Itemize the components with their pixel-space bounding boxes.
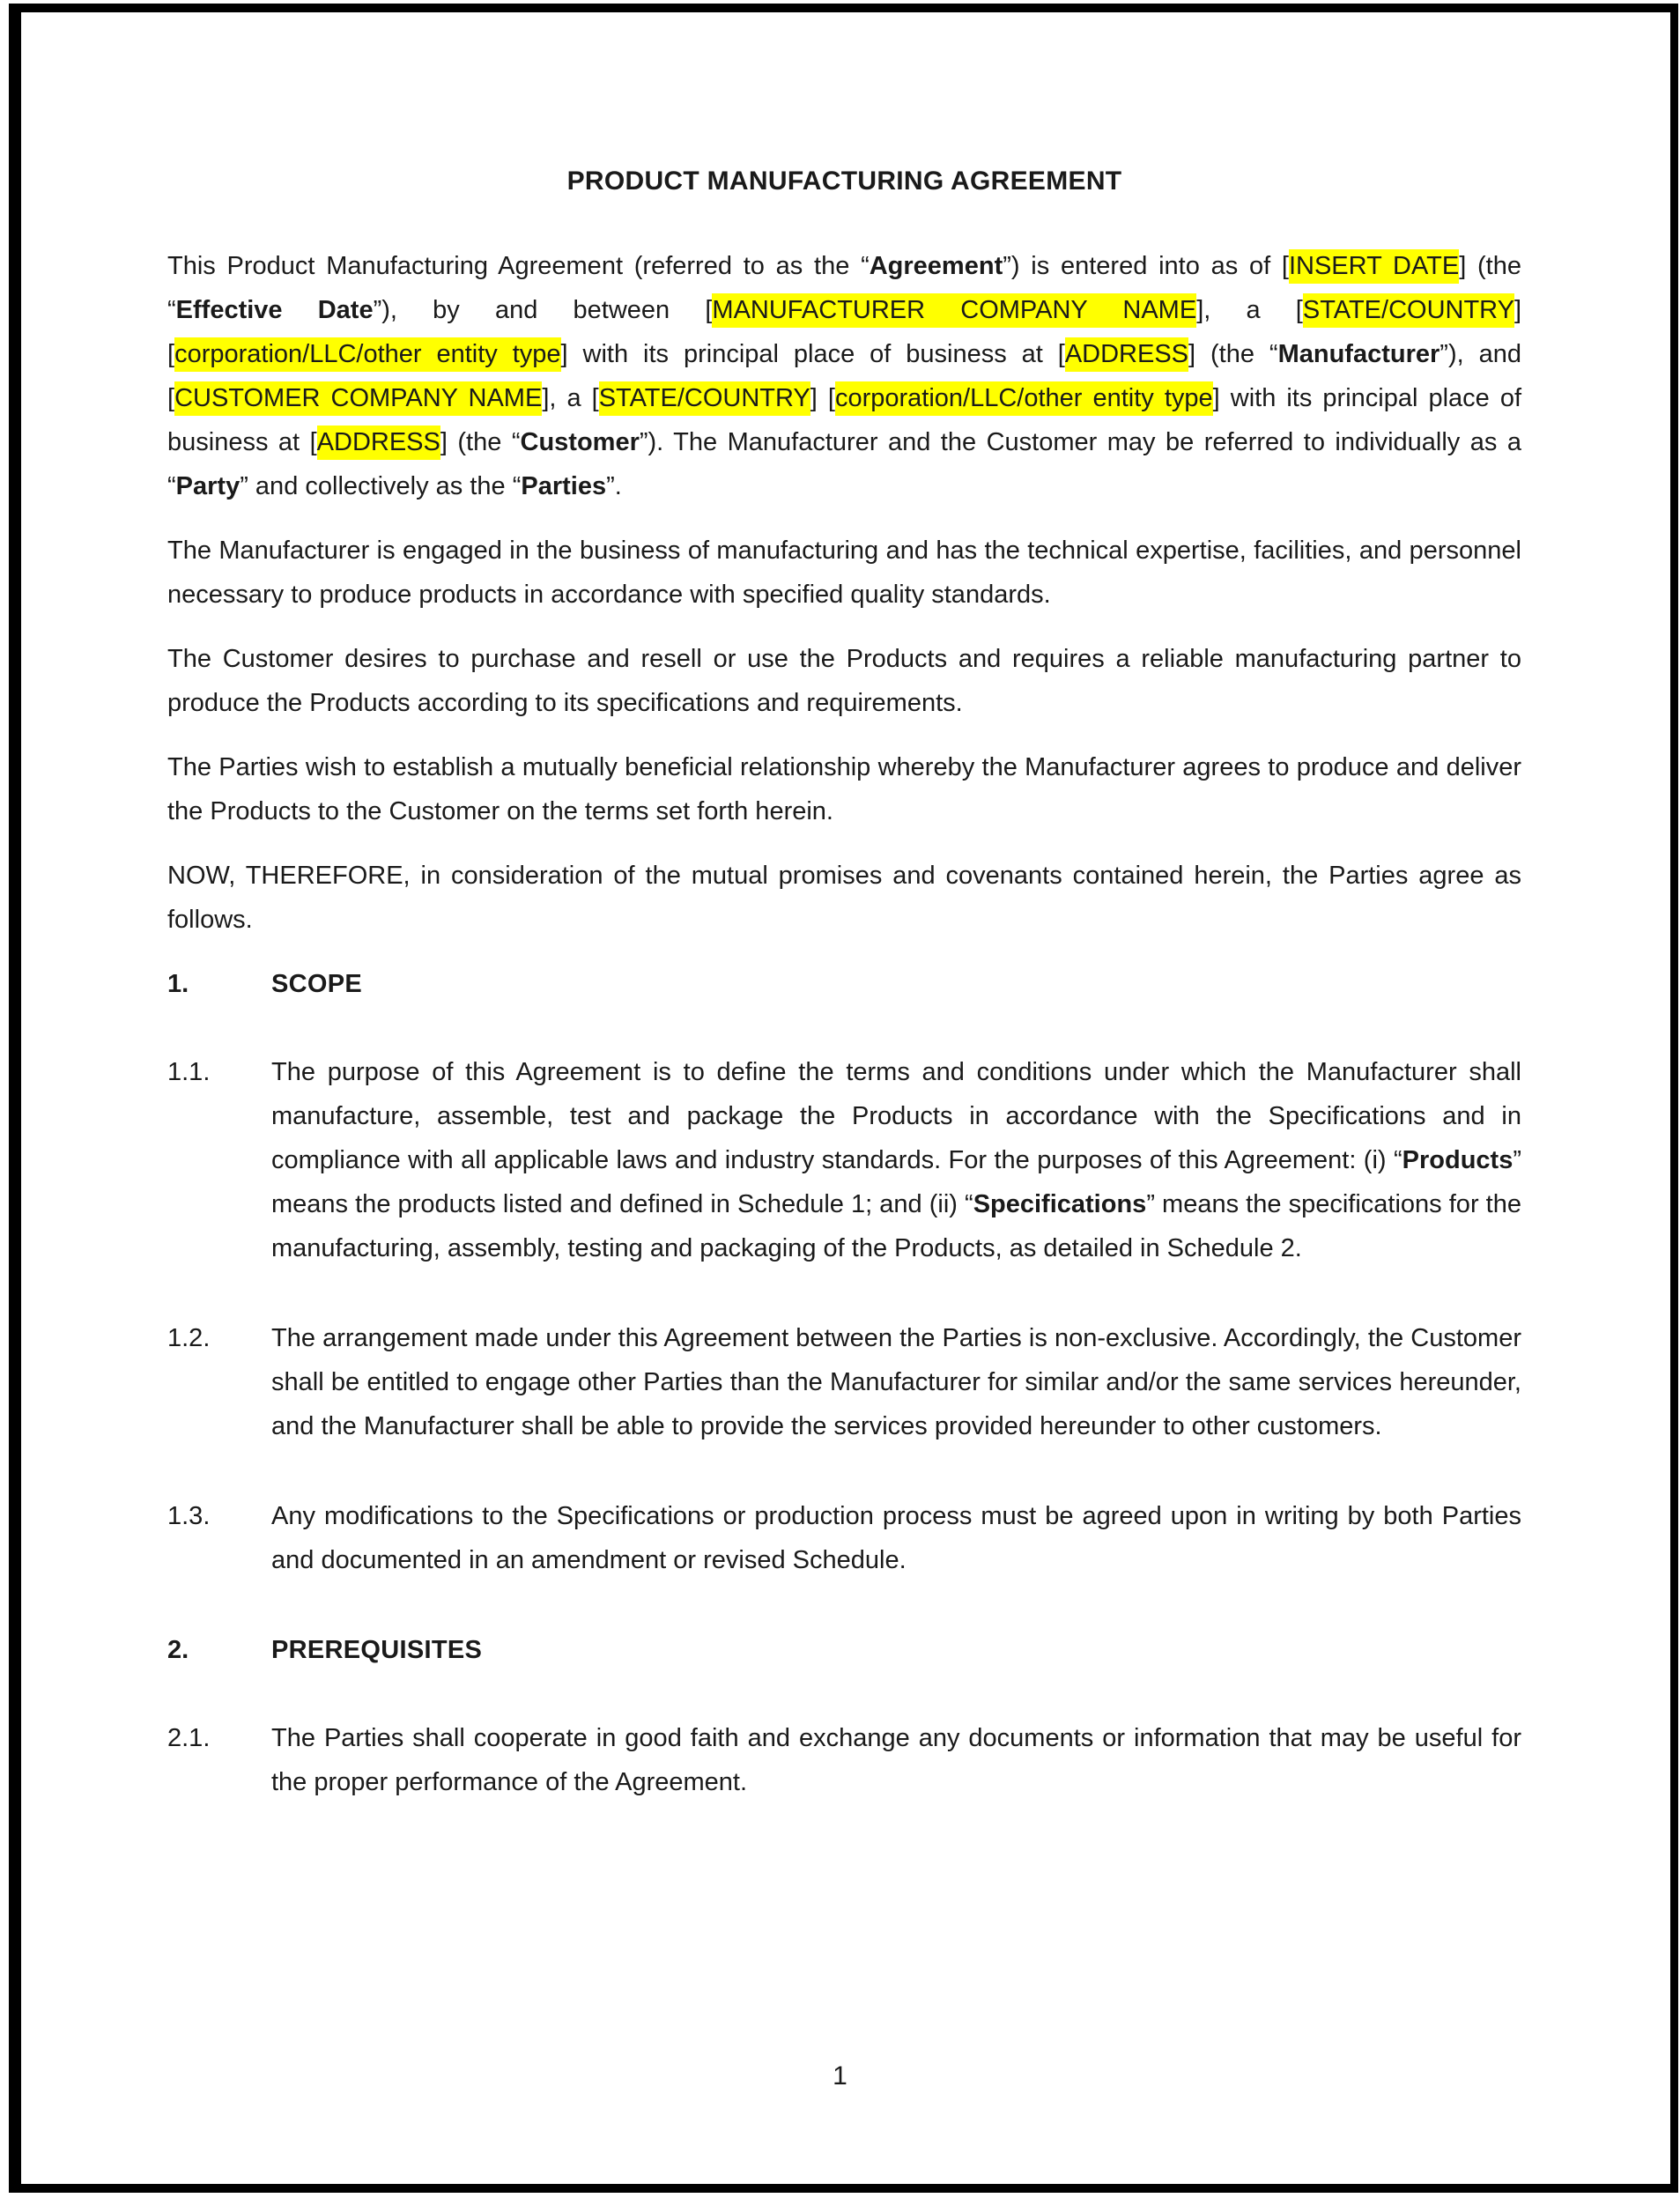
clause-number: 1.2. (167, 1324, 211, 1352)
clause-text (271, 1316, 1521, 1448)
clause-number: 1.1. (167, 1058, 211, 1086)
text-run: ] (the “ (440, 428, 521, 456)
section-number: 2. (167, 1636, 189, 1664)
clause-text (271, 1716, 1521, 1804)
paragraph (167, 244, 1521, 508)
section-label: SCOPE (271, 970, 363, 998)
placeholder-highlight: corporation/LLC/other entity type (835, 381, 1213, 416)
numbered-clause (167, 1716, 1521, 1804)
text-run: ] (the “ (167, 252, 1521, 324)
defined-term: Party (175, 472, 241, 500)
numbered-clause (167, 1494, 1521, 1582)
clause-text (271, 1050, 1521, 1270)
text-run: ”) is entered into as of [ (1003, 252, 1289, 280)
text-run: The Customer desires to purchase and resell or use the Products and requires a reliable manufacturing partner to produce the Products according to its specifications and requirements. (167, 645, 1521, 717)
clause-number: 2.1. (167, 1724, 211, 1752)
text-run: The Parties wish to establish a mutually beneficial relationship whereby the Manufacturer agrees to produce and deliver the Products to the Customer on the terms set forth herein. (167, 753, 1521, 825)
placeholder-highlight: corporation/LLC/other entity type (174, 337, 560, 372)
paragraph (167, 529, 1521, 617)
paragraph (167, 637, 1521, 725)
text-run: ”), by and between [ (373, 296, 713, 324)
defined-term: Manufacturer (1277, 340, 1440, 368)
text-run: The Parties shall cooperate in good faith and exchange any documents or information that may be useful for the proper performance of the Agreement. (271, 1724, 1521, 1796)
section-heading (167, 962, 1521, 1006)
text-run: ”), and [ (167, 340, 1521, 412)
text-run: ] [ (167, 296, 1521, 368)
section-number: 1. (167, 970, 189, 998)
placeholder-highlight: ADDRESS (317, 426, 440, 460)
text-run: ” means the products listed and defined in Schedule 1; and (ii) “ (271, 1146, 1521, 1218)
clause-number: 1.3. (167, 1502, 211, 1530)
text-run: The purpose of this Agreement is to define the terms and conditions under which the Manufacturer shall manufacture, assemble, test and package the Products in accordance with the Specifications and in compliance with all applicable laws and industry standards. For the purposes of this Agreement: (i) “ (271, 1058, 1521, 1174)
clause-text (271, 1494, 1521, 1582)
text-run: ] (the “ (1188, 340, 1278, 368)
page-title: PRODUCT MANUFACTURING AGREEMENT (566, 167, 1122, 196)
text-run: ], a [ (542, 384, 599, 412)
section-label: PREREQUISITES (271, 1636, 483, 1664)
defined-term: Products (1402, 1146, 1513, 1174)
defined-term: Specifications (973, 1190, 1147, 1218)
placeholder-highlight: STATE/COUNTRY (599, 381, 810, 416)
defined-term: Customer (520, 428, 640, 456)
section-heading (167, 1628, 1521, 1672)
text-run: ] [ (810, 384, 835, 412)
text-run: NOW, THEREFORE, in consideration of the mutual promises and covenants contained herein, the Parties agree as follows. (167, 862, 1521, 934)
text-run: ], a [ (1196, 296, 1303, 324)
placeholder-highlight: INSERT DATE (1289, 249, 1459, 284)
placeholder-highlight: MANUFACTURER COMPANY NAME (712, 293, 1196, 328)
defined-term: Parties (521, 472, 607, 500)
defined-term: Effective Date (175, 296, 374, 324)
document-body (167, 244, 1521, 1804)
text-run: ] with its principal place of business at [ (167, 384, 1521, 456)
text-run: ” means the specifications for the manufacturing, assembly, testing and packaging of the Products, as detailed in Schedule 2. (271, 1190, 1521, 1262)
text-run: ”. (606, 472, 622, 500)
placeholder-highlight: STATE/COUNTRY (1303, 293, 1514, 328)
paragraph (167, 745, 1521, 833)
text-run: ] with its principal place of business at [ (560, 340, 1065, 368)
paragraph (167, 854, 1521, 942)
numbered-clause (167, 1316, 1521, 1448)
defined-term: Agreement (869, 252, 1003, 280)
numbered-clause (167, 1050, 1521, 1270)
text-run: The Manufacturer is engaged in the business of manufacturing and has the technical expertise, facilities, and personnel necessary to produce products in accordance with specified quality standards. (167, 537, 1521, 609)
text-run: The arrangement made under this Agreement between the Parties is non-exclusive. Accordingly, the Customer shall be entitled to engage other Parties than the Manufacturer for similar and/or the same services hereunder, and the Manufacturer shall be able to provide the services provided hereunder to other customers. (271, 1324, 1521, 1440)
text-run: This Product Manufacturing Agreement (referred to as the “ (167, 252, 870, 280)
text-run: ”). The Manufacturer and the Customer may be referred to individually as a “ (167, 428, 1521, 500)
placeholder-highlight: ADDRESS (1065, 337, 1188, 372)
document-content (167, 0, 1521, 1850)
text-run: ” and collectively as the “ (240, 472, 522, 500)
placeholder-highlight: CUSTOMER COMPANY NAME (174, 381, 542, 416)
page-number: 1 (833, 2061, 847, 2091)
text-run: Any modifications to the Specifications or production process must be agreed upon in writing by both Parties and documented in an amendment or revised Schedule. (271, 1502, 1521, 1574)
